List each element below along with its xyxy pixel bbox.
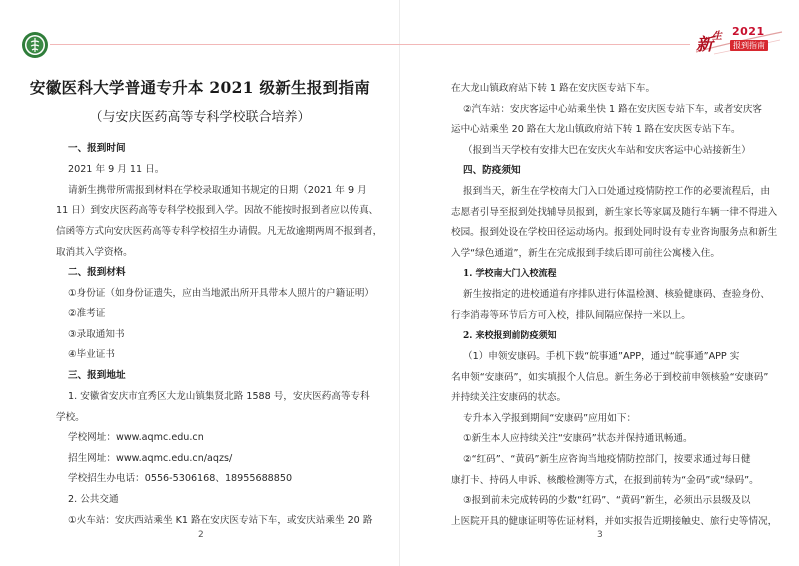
subsection-heading: 2. 来校报到前防疫须知 (463, 331, 557, 341)
text-line: ④毕业证书 (68, 349, 115, 360)
text-line: 11 日）到安庆医药高等专科学校报到入学。因故不能按时报到者应以传真、 (56, 205, 379, 216)
badge-text: 报到指南 (730, 40, 768, 51)
section-heading: 四、防疫须知 (463, 165, 521, 176)
text-line: 学校网址：www.aqmc.edu.cn (68, 432, 204, 443)
document-subtitle: （与安庆医药高等专科学校联合培养） (89, 110, 311, 125)
section-heading: 二、报到材料 (68, 267, 126, 278)
text-line: ①火车站：安庆西站乘坐 K1 路在安庆医专站下车，或安庆站乘坐 20 路 (68, 515, 373, 526)
text-line: 名申领“安康码”，如实填报个人信息。新生务必于到校前申领核验“安康码” (451, 372, 769, 383)
text-line: 上医院开具的健康证明等佐证材料，并如实报告近期接触史、旅行史等情况， (451, 516, 778, 527)
page-number-left: 2 (198, 530, 204, 540)
school-logo-icon (21, 31, 49, 59)
section-heading: 一、报到时间 (68, 143, 126, 154)
text-line: 学校招生办电话：0556-5306168、18955688850 (68, 473, 293, 484)
text-line: 新生按指定的进校通道有序排队进行体温检测、核验健康码、查验身份、 (463, 289, 770, 300)
text-line: 学校。 (56, 412, 85, 423)
text-line: ①新生本人应持续关注“安康码”状态并保持通讯畅通。 (463, 433, 693, 444)
text-line: （1）申领安康码。手机下载“皖事通”APP，通过“皖事通”APP 实 (463, 351, 740, 362)
text-line: ②准考证 (68, 308, 106, 319)
text-line: 2021 年 9 月 11 日。 (68, 164, 165, 175)
text-line: 入学“绿色通道”，新生在完成报到手续后即可前往公寓楼入住。 (451, 248, 720, 259)
text-line: 在大龙山镇政府站下转 1 路在安庆医专站下车。 (451, 83, 656, 94)
text-line: 志愿者引导至报到处找辅导员报到，新生家长等家属及随行车辆一律不得进入 (451, 207, 778, 218)
text-line: 康打卡、持码人申诉、核酸检测等方式，在报到前转为“金码”或“绿码”。 (451, 475, 759, 486)
text-line: 1. 安徽省安庆市宜秀区大龙山镇集贤北路 1588 号，安庆医药高等专科 (68, 391, 370, 402)
header-rule-left (50, 44, 400, 45)
text-line: 信函等方式向安庆医药高等专科学校招生办请假。凡无故逾期两周不报到者， (56, 226, 383, 237)
text-line: 行李消毒等环节后方可入校，排队间隔应保持一米以上。 (451, 310, 691, 321)
text-line: 2. 公共交通 (68, 494, 119, 505)
text-line: ②汽车站：安庆客运中心站乘坐快 1 路在安庆医专站下车，或者安庆客 (463, 104, 763, 115)
page-number-right: 3 (597, 530, 603, 540)
badge-xin-char: 新 (696, 35, 713, 55)
subsection-heading: 1. 学校南大门入校流程 (463, 269, 557, 279)
text-line: （报到当天学校有安排大巴在安庆火车站和安庆客运中心站接新生） (463, 145, 751, 156)
text-line: ②“红码”、“黄码”新生应咨询当地疫情防控部门，按要求通过每日健 (463, 454, 751, 465)
text-line: ①身份证（如身份证遗失，应由当地派出所开具带本人照片的户籍证明） (68, 288, 375, 299)
text-line: 招生网址：www.aqmc.edu.cn/aqzs/ (68, 453, 233, 464)
text-line: 专升本入学报到期间“安康码”应用如下： (463, 413, 637, 424)
freshman-guide-badge (694, 24, 784, 56)
text-line: 取消其入学资格。 (56, 247, 133, 258)
text-line: 报到当天，新生在学校南大门入口处通过疫情防控工作的必要流程后，由 (463, 186, 770, 197)
text-line: ③报到前未完成转码的少数“红码”、“黄码”新生，必须出示县级及以 (463, 495, 751, 506)
badge-sheng-char: 生 (712, 31, 722, 42)
text-line: 运中心站乘坐 20 路在大龙山镇政府站下转 1 路在安庆医专站下车。 (451, 124, 741, 135)
text-line: 校园。报到处设在学校田径运动场内。报到处同时设有专业咨询服务点和新生 (451, 227, 778, 238)
badge-year: 2021 (732, 25, 765, 38)
header-rule-right (400, 44, 690, 45)
text-line: 请新生携带所需报到材料在学校录取通知书规定的日期（2021 年 9 月 (68, 185, 367, 196)
text-line: ③录取通知书 (68, 329, 125, 340)
text-line: 并持续关注安康码的状态。 (451, 392, 567, 403)
section-heading: 三、报到地址 (68, 370, 126, 381)
document-title: 安徽医科大学普通专升本 2021 级新生报到指南 (29, 78, 371, 97)
